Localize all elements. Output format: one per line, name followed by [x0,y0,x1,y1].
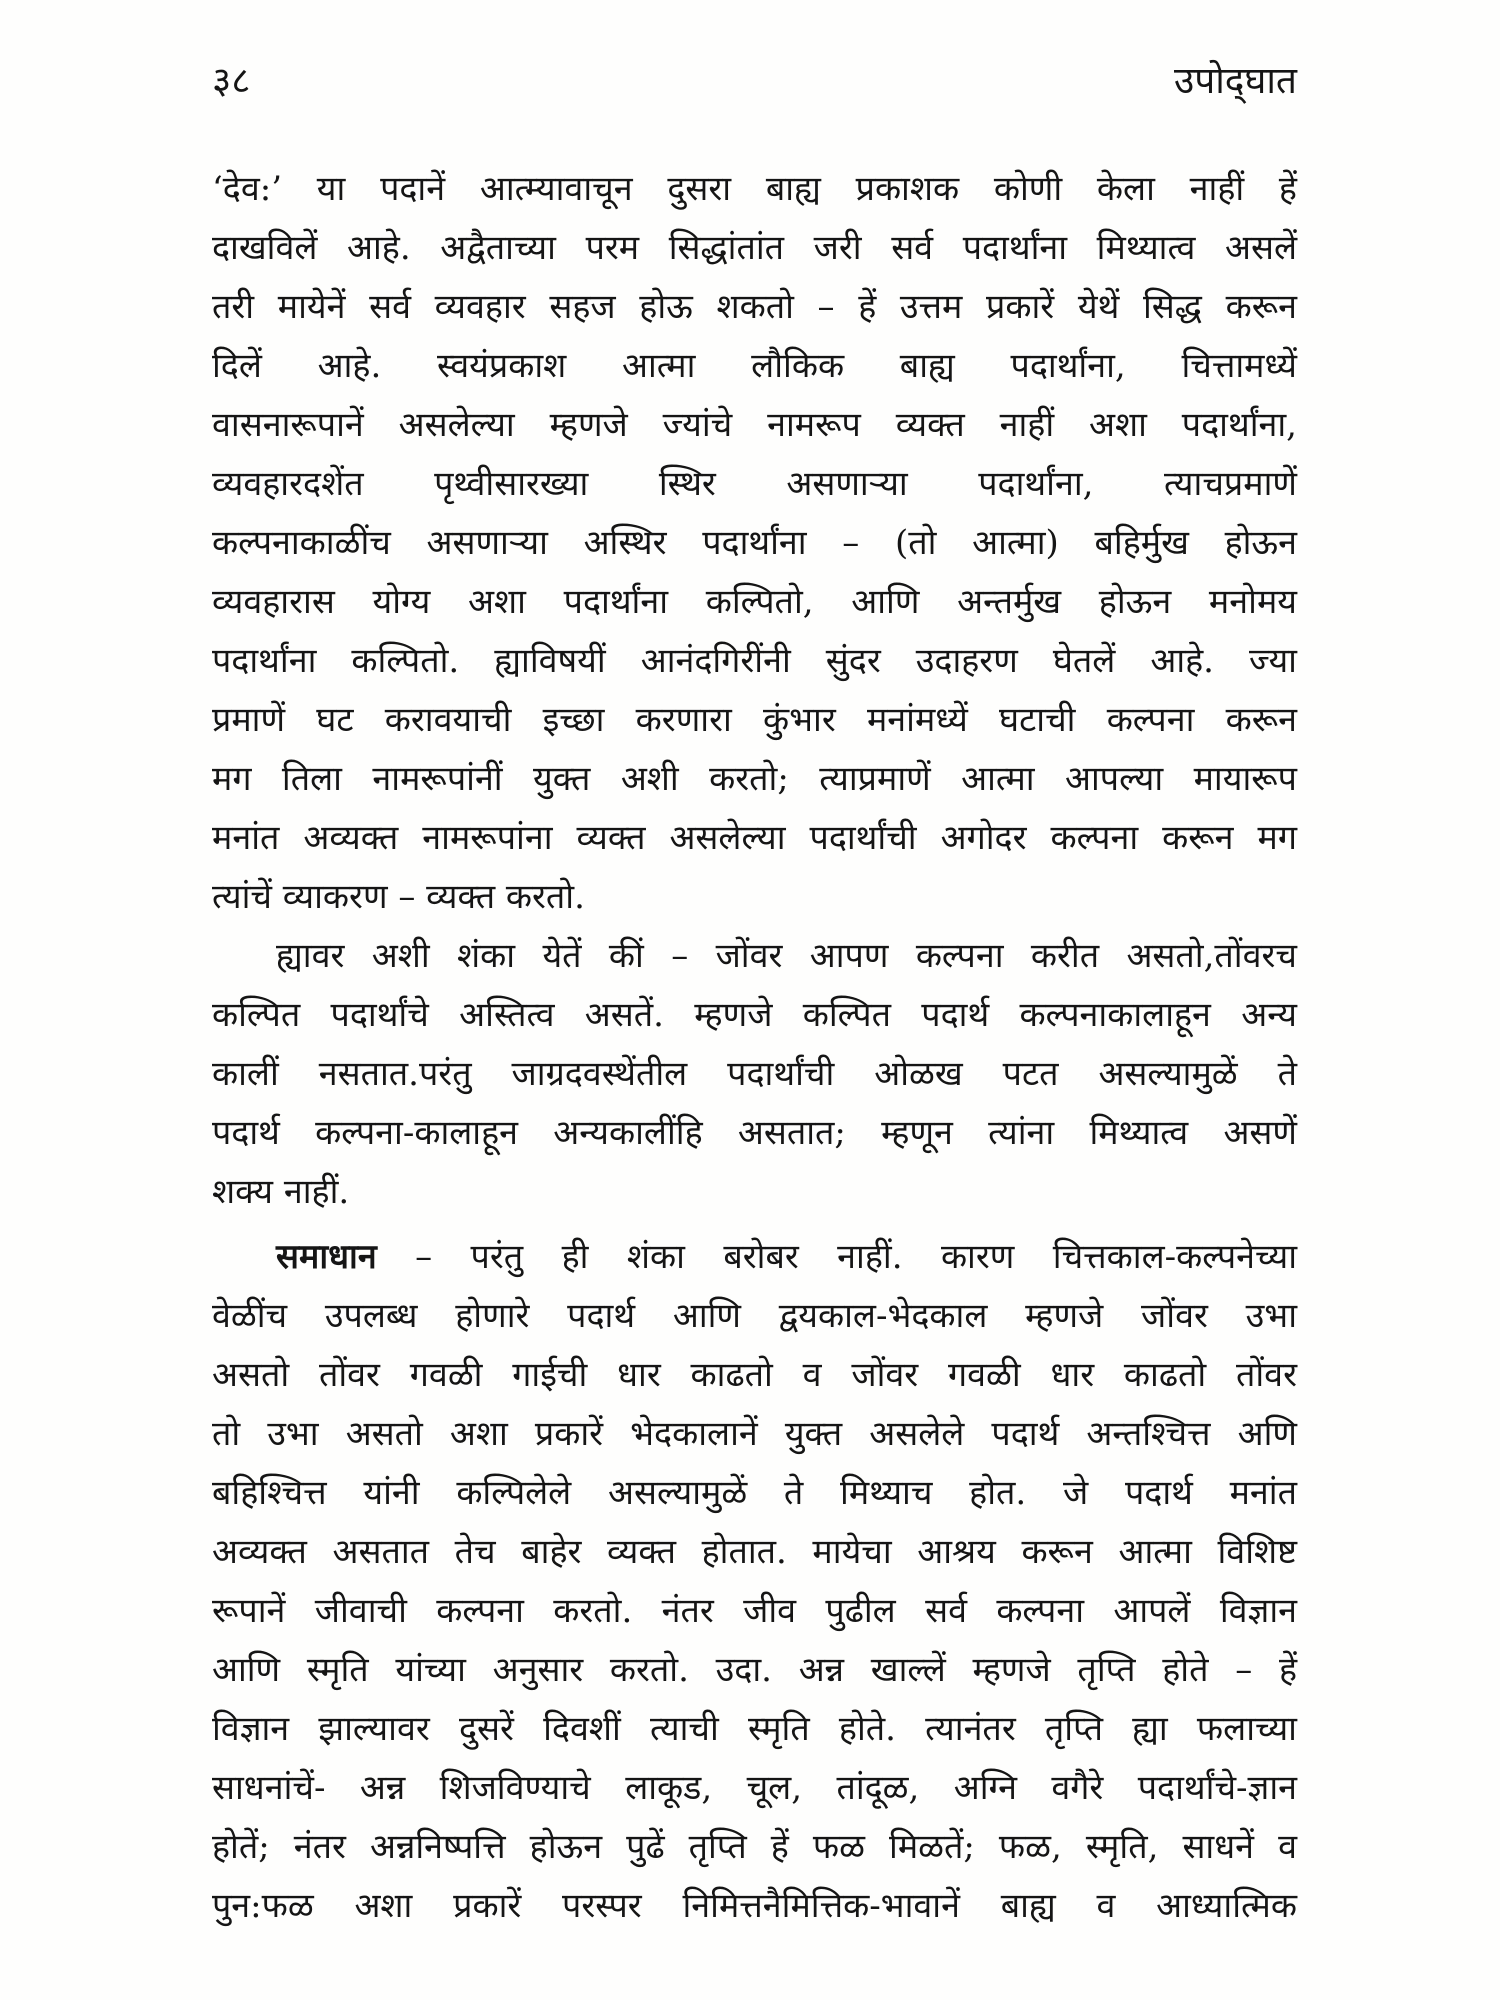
paragraph-lead-heading: समाधान [276,1237,377,1277]
page-number: ३८ [212,58,251,102]
text-line: ‘देव:’ या पदानें आत्म्यावाचून दुसरा बाह्य प्रकाशक कोणी केला नाहीं हें [212,169,1297,209]
text-line: त्यांचें व्याकरण – व्यक्त करतो. [212,877,585,917]
text-line: प्रमाणें घट करावयाची इच्छा करणारा कुंभार मनांमध्यें घटाची कल्पना करून [212,700,1297,740]
text-line: रूपानें जीवाची कल्पना करतो. नंतर जीव पुढील सर्व कल्पना आपलें विज्ञान [212,1591,1297,1631]
text-line: विज्ञान झाल्यावर दुसरें दिवशीं त्याची स्मृति होते. त्यानंतर तृप्ति ह्या फलाच्या [212,1709,1297,1749]
text-line [212,1228,1297,1287]
text-line: पदार्थ कल्पना-कालाहून अन्यकालींहि असतात; म्हणून त्यांना मिथ्यात्व असणें [212,1113,1297,1153]
text-line: वासनारूपानें असलेल्या म्हणजे ज्यांचे नामरूप व्यक्त नाहीं अशा पदार्थांना, [212,405,1297,445]
text-line: मनांत अव्यक्त नामरूपांना व्यक्त असलेल्या पदार्थांची अगोदर कल्पना करून मग [212,818,1297,858]
text-line: दिलें आहे. स्वयंप्रकाश आत्मा लौकिक बाह्य पदार्थांना, चित्तामध्यें [212,346,1297,386]
page-header [212,48,1297,108]
text-line: पुन:फळ अशा प्रकारें परस्पर निमित्तनैमित्तिक-भावानें बाह्य व आध्यात्मिक [212,1886,1297,1926]
paragraph [212,160,1297,927]
text-line: व्यवहारदशेंत पृथ्वीसारख्या स्थिर असणाऱ्या पदार्थांना, त्याचप्रमाणें [212,464,1297,504]
text-line: अव्यक्त असतात तेच बाहेर व्यक्त होतात. मायेचा आश्रय करून आत्मा विशिष्ट [212,1532,1297,1572]
text-line: होतें; नंतर अन्ननिष्पत्ति होऊन पुढें तृप्ति हें फळ मिळतें; फळ, स्मृति, साधनें व [212,1827,1297,1867]
paragraph [212,927,1297,1222]
text-line: व्यवहारास योग्य अशा पदार्थांना कल्पितो, आणि अन्तर्मुख होऊन मनोमय [212,582,1297,622]
paragraph [212,1228,1297,1936]
text-line: पदार्थांना कल्पितो. ह्याविषयीं आनंदगिरींनी सुंदर उदाहरण घेतलें आहे. ज्या [212,641,1297,681]
text-line: दाखविलें आहे. अद्वैताच्या परम सिद्धांतांत जरी सर्व पदार्थांना मिथ्यात्व असलें [212,228,1297,268]
text-line: असतो तोंवर गवळी गाईची धार काढतो व जोंवर गवळी धार काढतो तोंवर [212,1355,1297,1395]
text-line: शक्य नाहीं. [212,1172,350,1212]
text-line: बहिश्चित्त यांनी कल्पिलेले असल्यामुळें ते मिथ्याच होत. जे पदार्थ मनांत [212,1473,1297,1513]
running-title: उपोद्‌घात [1173,58,1297,102]
text-line: कालीं नसतात.परंतु जाग्रदवस्थेंतील पदार्थांची ओळख पटत असल्यामुळें ते [212,1054,1297,1094]
text-line: मग तिला नामरूपांनीं युक्त अशी करतो; त्याप्रमाणें आत्मा आपल्या मायारूप [212,759,1297,799]
text-line-rest: – परंतु ही शंका बरोबर नाहीं. कारण चित्तकाल-कल्पनेच्या [376,1237,1297,1277]
page-body [212,160,1297,1936]
text-line: वेळींच उपलब्ध होणारे पदार्थ आणि द्वयकाल-भेदकाल म्हणजे जोंवर उभा [212,1296,1297,1336]
text-line: आणि स्मृति यांच्या अनुसार करतो. उदा. अन्न खाल्लें म्हणजे तृप्ति होते – हें [212,1650,1297,1690]
text-line: तरी मायेनें सर्व व्यवहार सहज होऊ शकतो – हें उत्तम प्रकारें येथें सिद्ध करून [212,287,1297,327]
text-line: साधनांचें- अन्न शिजविण्याचे लाकूड, चूल, तांदूळ, अग्नि वगैरे पदार्थांचे-ज्ञान [212,1768,1297,1808]
text-line: कल्पनाकाळींच असणाऱ्या अस्थिर पदार्थांना – (तो आत्मा) बहिर्मुख होऊन [212,523,1297,563]
text-line: ह्यावर अशी शंका येतें कीं – जोंवर आपण कल्पना करीत असतो,तोंवरच [276,936,1297,976]
text-line: तो उभा असतो अशा प्रकारें भेदकालानें युक्त असलेले पदार्थ अन्तश्चित्त अणि [212,1414,1297,1454]
text-line: कल्पित पदार्थांचे अस्तित्व असतें. म्हणजे कल्पित पदार्थ कल्पनाकालाहून अन्य [212,995,1297,1035]
